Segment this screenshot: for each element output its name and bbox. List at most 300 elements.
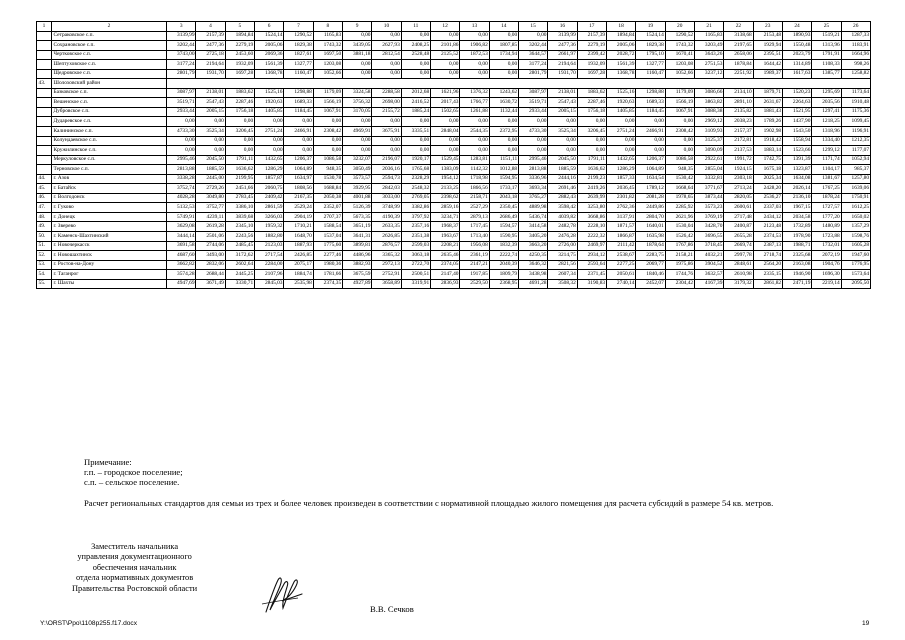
value-cell: 1750,91 — [841, 193, 870, 203]
value-cell: 1432,65 — [606, 155, 635, 165]
value-cell: 2482,78 — [548, 222, 577, 232]
value-cell: 1789,26 — [753, 117, 782, 127]
value-cell: 3668,86 — [577, 212, 606, 222]
value-cell: 2361,19 — [460, 251, 489, 261]
value-cell: 3873,44 — [694, 193, 723, 203]
value-cell: 1650,02 — [841, 212, 870, 222]
signatory-title-block — [72, 542, 197, 594]
value-cell: 2371,45 — [577, 270, 606, 280]
table-row — [37, 174, 871, 184]
value-cell: 0,00 — [342, 69, 371, 79]
value-cell: 0,00 — [518, 146, 547, 156]
empty-span-cell — [167, 79, 871, 89]
value-cell: 2812,54 — [372, 50, 401, 60]
value-cell: 2158,21 — [665, 251, 694, 261]
value-cell: 2374,53 — [753, 232, 782, 242]
value-cell: 4687,60 — [167, 251, 196, 261]
value-cell: 1917,85 — [460, 270, 489, 280]
value-cell: 2123,48 — [753, 222, 782, 232]
value-cell: 3086,66 — [694, 88, 723, 98]
value-cell: 4032,21 — [694, 251, 723, 261]
value-cell: 2686,49 — [489, 212, 518, 222]
value-cell: 1882,80 — [254, 232, 283, 242]
row-number-cell: 55. — [37, 279, 52, 289]
value-cell: 2372,95 — [489, 127, 518, 137]
municipality-name-cell: Кружилинское с.п. — [52, 146, 167, 156]
value-cell: 2172,81 — [724, 136, 753, 146]
value-cell: 2635,46 — [430, 251, 459, 261]
value-cell: 1064,89 — [636, 165, 665, 175]
value-cell: 3632,57 — [694, 270, 723, 280]
value-cell: 2801,79 — [518, 69, 547, 79]
value-cell: 2717,48 — [724, 212, 753, 222]
value-cell: 1405,85 — [254, 107, 283, 117]
value-cell: 2368,95 — [489, 279, 518, 289]
value-cell: 3087,97 — [167, 88, 196, 98]
value-cell: 1697,50 — [313, 50, 342, 60]
value-cell: 2876,57 — [372, 241, 401, 251]
value-cell: 0,00 — [548, 136, 577, 146]
value-cell: 1151,11 — [489, 155, 518, 165]
value-cell: 1954,12 — [430, 174, 459, 184]
column-number-cell: 26 — [841, 22, 870, 32]
value-cell: 3202,44 — [518, 41, 547, 51]
value-cell: 1885,24 — [401, 107, 430, 117]
value-cell: 1931,70 — [196, 69, 225, 79]
value-cell: 0,00 — [606, 117, 635, 127]
value-cell: 0,00 — [489, 31, 518, 41]
row-number-cell — [37, 127, 52, 137]
municipality-name-cell: г. Гуково — [52, 203, 167, 213]
value-cell: 2445,00 — [196, 174, 225, 184]
value-cell: 2658,06 — [724, 50, 753, 60]
value-cell: 0,00 — [636, 117, 665, 127]
value-cell: 1689,33 — [636, 98, 665, 108]
value-cell: 2034,58 — [782, 212, 811, 222]
value-cell: 2466,91 — [284, 127, 313, 137]
value-cell: 3881,18 — [342, 50, 371, 60]
value-cell: 0,00 — [372, 117, 401, 127]
value-cell: 2751,53 — [694, 60, 723, 70]
value-cell: 2147,40 — [430, 270, 459, 280]
value-cell: 2882,43 — [548, 193, 577, 203]
value-cell: 1588,54 — [313, 222, 342, 232]
value-cell: 2698,00 — [372, 98, 401, 108]
value-cell: 3573,23 — [694, 203, 723, 213]
value-cell: 4889,98 — [518, 203, 547, 213]
value-cell: 2350,45 — [489, 203, 518, 213]
value-cell: 1634,54 — [636, 174, 665, 184]
value-cell: 0,00 — [489, 146, 518, 156]
value-cell: 0,00 — [225, 146, 254, 156]
value-cell: 3797,92 — [401, 212, 430, 222]
value-cell: 1766,77 — [460, 98, 489, 108]
value-cell: 0,00 — [665, 136, 694, 146]
notes-line-urban: г.п. – городское поселение; — [84, 467, 183, 478]
column-number-row — [37, 22, 871, 32]
value-cell: 1612,25 — [841, 203, 870, 213]
value-cell: 0,00 — [577, 117, 606, 127]
value-cell: 2547,43 — [548, 98, 577, 108]
value-cell: 1376,32 — [460, 88, 489, 98]
value-cell: 1644,42 — [753, 60, 782, 70]
value-cell: 2744,06 — [196, 241, 225, 251]
value-cell: 1648,70 — [284, 232, 313, 242]
column-number-cell: 10 — [372, 22, 401, 32]
value-cell: 1634,08 — [782, 174, 811, 184]
value-cell: 3414,58 — [518, 222, 547, 232]
value-cell: 2352,07 — [313, 203, 342, 213]
value-cell: 1524,14 — [636, 31, 665, 41]
value-cell: 0,00 — [167, 146, 196, 156]
value-cell: 1287,33 — [841, 31, 870, 41]
value-cell: 1791,91 — [812, 50, 841, 60]
row-number-cell — [37, 155, 52, 165]
value-cell: 2095,50 — [841, 279, 870, 289]
value-cell: 2199,23 — [577, 174, 606, 184]
value-cell: 1617,63 — [782, 69, 811, 79]
value-cell: 3190,83 — [577, 279, 606, 289]
value-cell: 1791,11 — [225, 155, 254, 165]
value-cell: 3206,45 — [577, 127, 606, 137]
value-cell: 3332,81 — [694, 174, 723, 184]
value-cell: 1890,93 — [782, 31, 811, 41]
value-cell: 0,00 — [518, 117, 547, 127]
value-cell: 2602,64 — [225, 260, 254, 270]
value-cell: 2594,73 — [372, 174, 401, 184]
value-cell: 3675,59 — [342, 270, 371, 280]
value-cell: 2107,96 — [254, 270, 283, 280]
row-number-cell: 54. — [37, 270, 52, 280]
value-cell: 1924,15 — [724, 165, 753, 175]
value-cell: 3718,45 — [694, 241, 723, 251]
value-cell: 998,26 — [841, 60, 870, 70]
value-cell: 1323,87 — [782, 165, 811, 175]
value-cell: 2726,00 — [548, 241, 577, 251]
municipality-name-cell: г. Новочеркасск — [52, 241, 167, 251]
value-cell: 1947,60 — [841, 251, 870, 261]
value-cell: 3643,26 — [694, 50, 723, 60]
value-cell: 1991,72 — [724, 155, 753, 165]
value-cell: 5436,74 — [518, 212, 547, 222]
value-cell: 2972,13 — [372, 260, 401, 270]
value-cell: 2357,16 — [401, 222, 430, 232]
value-cell: 2155,72 — [372, 107, 401, 117]
value-cell: 1857,87 — [254, 174, 283, 184]
value-cell: 4039,82 — [548, 212, 577, 222]
value-cell: 2005,15 — [548, 107, 577, 117]
value-cell: 2337,03 — [753, 203, 782, 213]
value-cell: 1594,95 — [489, 174, 518, 184]
value-cell: 1894,84 — [606, 31, 635, 41]
value-cell: 2445,25 — [225, 270, 254, 280]
value-cell: 2419,26 — [577, 184, 606, 194]
value-cell: 3405,20 — [518, 232, 547, 242]
value-cell: 1920,63 — [606, 98, 635, 108]
value-cell: 0,00 — [372, 146, 401, 156]
row-number-cell — [37, 146, 52, 156]
value-cell: 0,00 — [489, 69, 518, 79]
row-number-cell — [37, 98, 52, 108]
value-cell: 0,00 — [606, 136, 635, 146]
value-cell: 1383,09 — [430, 165, 459, 175]
value-cell: 1959,32 — [254, 222, 283, 232]
value-cell: 1067,91 — [665, 107, 694, 117]
value-cell: 1206,37 — [636, 155, 665, 165]
value-cell: 1299,12 — [812, 146, 841, 156]
value-cell: 1297,41 — [812, 107, 841, 117]
value-cell: 1385,77 — [812, 69, 841, 79]
value-cell: 2069,36 — [254, 50, 283, 60]
value-cell: 2125,52 — [430, 50, 459, 60]
value-cell: 1298,88 — [284, 88, 313, 98]
value-cell: 2879,13 — [460, 212, 489, 222]
value-cell: 2535,98 — [284, 279, 313, 289]
municipality-name-cell: Базковское с.п. — [52, 88, 167, 98]
value-cell: 2208,21 — [430, 241, 459, 251]
footer-file-path: Y:\ORST\Ppo\1108p255.f17.docx — [40, 620, 138, 627]
value-cell: 1067,91 — [313, 107, 342, 117]
value-cell: 0,00 — [372, 60, 401, 70]
value-cell: 1590,95 — [489, 232, 518, 242]
value-cell: 1776,95 — [841, 260, 870, 270]
value-cell: 2026,14 — [782, 184, 811, 194]
value-cell: 2036,45 — [606, 184, 635, 194]
value-cell: 1203,08 — [313, 60, 342, 70]
value-cell: 1530,42 — [665, 174, 694, 184]
column-number-cell: 11 — [401, 22, 430, 32]
value-cell: 1258,82 — [841, 69, 870, 79]
row-number-cell — [37, 136, 52, 146]
row-number-cell: 47. — [37, 203, 52, 213]
value-cell: 1521,95 — [782, 107, 811, 117]
regional-standards-table — [36, 21, 871, 289]
value-cell: 4733,30 — [167, 127, 196, 137]
value-cell: 2466,91 — [636, 127, 665, 137]
value-cell: 1795,10 — [636, 50, 665, 60]
value-cell: 5673,35 — [342, 212, 371, 222]
signatory-line-4: отдела нормативных документов — [75, 573, 194, 583]
value-cell: 1405,85 — [606, 107, 635, 117]
value-cell: 2288,58 — [372, 88, 401, 98]
value-cell: 3493,00 — [196, 251, 225, 261]
value-cell: 1173,64 — [841, 88, 870, 98]
value-cell: 1713,40 — [460, 232, 489, 242]
value-cell: 2045,50 — [196, 155, 225, 165]
value-cell: 2005,15 — [196, 107, 225, 117]
table-row — [37, 136, 871, 146]
value-cell: 5132,53 — [167, 203, 196, 213]
value-cell: 2138,01 — [548, 88, 577, 98]
value-cell: 1357,29 — [841, 222, 870, 232]
municipality-name-cell: Дубровское с.п. — [52, 107, 167, 117]
value-cell: 3641,31 — [342, 232, 371, 242]
value-cell: 1723,88 — [812, 232, 841, 242]
value-cell: 948,35 — [665, 165, 694, 175]
value-cell: 4486,96 — [342, 251, 371, 261]
value-cell: 2050,61 — [606, 270, 635, 280]
value-cell: 2222,74 — [489, 251, 518, 261]
value-cell: 2861,59 — [254, 203, 283, 213]
value-cell: 1871,57 — [606, 222, 635, 232]
value-cell: 2633,35 — [372, 222, 401, 232]
value-cell: 2283,75 — [636, 251, 665, 261]
value-cell: 0,00 — [636, 146, 665, 156]
value-cell: 0,00 — [489, 136, 518, 146]
value-cell: 1052,66 — [665, 69, 694, 79]
value-cell: 2655,28 — [724, 232, 753, 242]
value-cell: 2409,42 — [254, 193, 283, 203]
value-cell: 3428,70 — [694, 222, 723, 232]
signatory-line-5: Правительства Ростовской области — [72, 583, 198, 593]
table-row — [37, 222, 871, 232]
value-cell: 2707,37 — [313, 212, 342, 222]
value-cell: 2631,67 — [753, 98, 782, 108]
value-cell: 0,00 — [430, 69, 459, 79]
value-cell: 1727,57 — [812, 203, 841, 213]
value-cell: 0,00 — [401, 146, 430, 156]
value-cell: 2593,64 — [577, 260, 606, 270]
table-row — [37, 184, 871, 194]
value-cell: 2722,70 — [401, 260, 430, 270]
row-number-cell — [37, 31, 52, 41]
value-cell: 3663,20 — [518, 241, 547, 251]
value-cell: 3335,51 — [401, 127, 430, 137]
value-cell: 1688,84 — [313, 184, 342, 194]
row-number-cell: 49. — [37, 222, 52, 232]
value-cell: 1334,40 — [812, 136, 841, 146]
column-number-cell: 6 — [254, 22, 283, 32]
value-cell: 3139,99 — [548, 31, 577, 41]
value-cell: 2848,61 — [724, 260, 753, 270]
value-cell: 1327,77 — [284, 60, 313, 70]
value-cell: 2821,56 — [548, 260, 577, 270]
value-cell: 5126,39 — [342, 203, 371, 213]
value-cell: 1696,30 — [812, 270, 841, 280]
value-cell: 1635,98 — [636, 232, 665, 242]
value-cell: 1640,01 — [636, 222, 665, 232]
value-cell: 1879,71 — [753, 88, 782, 98]
value-cell: 3574,28 — [167, 270, 196, 280]
value-cell: 0,00 — [430, 136, 459, 146]
value-cell: 2451,66 — [225, 184, 254, 194]
value-cell: 1734,94 — [489, 50, 518, 60]
value-cell: 1183,91 — [841, 41, 870, 51]
value-cell: 2134,10 — [724, 88, 753, 98]
value-cell: 3508,32 — [548, 279, 577, 289]
value-cell: 2023,79 — [782, 50, 811, 60]
value-cell: 1767,25 — [812, 184, 841, 194]
value-cell: 1142,32 — [460, 165, 489, 175]
value-cell: 1160,47 — [636, 69, 665, 79]
column-number-cell: 14 — [489, 22, 518, 32]
value-cell: 2859,16 — [430, 203, 459, 213]
value-cell: 2621,96 — [665, 212, 694, 222]
value-cell: 2501,06 — [196, 232, 225, 242]
value-cell: 2485,45 — [225, 241, 254, 251]
municipality-name-cell: г. Батайск — [52, 184, 167, 194]
value-cell: 2449,86 — [636, 203, 665, 213]
value-cell: 1634,97 — [284, 174, 313, 184]
value-cell: 0,00 — [577, 136, 606, 146]
row-number-cell: 43. — [37, 79, 52, 89]
value-cell: 1561,39 — [254, 60, 283, 70]
value-cell: 2194,64 — [196, 60, 225, 70]
table-row — [37, 251, 871, 261]
value-cell: 1502,65 — [430, 107, 459, 117]
value-cell: 3125,37 — [694, 136, 723, 146]
value-cell: 1710,21 — [284, 222, 313, 232]
value-cell: 1480,89 — [812, 222, 841, 232]
value-cell: 2040,39 — [489, 260, 518, 270]
value-cell: 3756,32 — [342, 98, 371, 108]
value-cell: 2287,46 — [225, 98, 254, 108]
value-cell: 3444,14 — [167, 232, 196, 242]
value-cell: 1866,87 — [606, 232, 635, 242]
value-cell: 1064,89 — [284, 165, 313, 175]
value-cell: 3519,71 — [167, 98, 196, 108]
value-cell: 0,00 — [636, 136, 665, 146]
value-cell: 2934,12 — [577, 251, 606, 261]
value-cell: 2284,00 — [254, 260, 283, 270]
value-cell: 2713,24 — [724, 184, 753, 194]
value-cell: 2228,10 — [577, 222, 606, 232]
value-cell: 3253,80 — [577, 203, 606, 213]
value-cell: 1756,18 — [577, 107, 606, 117]
value-cell: 1808,56 — [284, 184, 313, 194]
value-cell: 1718,98 — [460, 174, 489, 184]
value-cell: 3137,91 — [606, 212, 635, 222]
value-cell: 3234,71 — [430, 212, 459, 222]
value-cell: 2335,15 — [753, 270, 782, 280]
value-cell: 0,00 — [430, 117, 459, 127]
row-number-cell — [37, 50, 52, 60]
value-cell: 3525,34 — [548, 127, 577, 137]
value-cell: 3765,27 — [518, 193, 547, 203]
value-cell: 0,00 — [196, 136, 225, 146]
value-cell: 2669,74 — [724, 241, 753, 251]
value-cell: 3203,49 — [694, 41, 723, 51]
value-cell: 1526,42 — [665, 232, 694, 242]
value-cell: 2285,92 — [665, 203, 694, 213]
value-cell: 3693,34 — [518, 184, 547, 194]
value-cell: 0,00 — [548, 146, 577, 156]
value-cell: 4239,11 — [196, 212, 225, 222]
value-cell: 2308,42 — [665, 127, 694, 137]
value-cell: 2133,25 — [430, 184, 459, 194]
value-cell: 2025,34 — [753, 174, 782, 184]
value-cell: 1052,66 — [313, 69, 342, 79]
value-cell: 2836,93 — [430, 279, 459, 289]
value-cell: 0,00 — [196, 146, 225, 156]
row-number-cell — [37, 165, 52, 175]
value-cell: 3172,62 — [225, 251, 254, 261]
value-cell: 2547,43 — [196, 98, 225, 108]
value-cell: 1391,39 — [782, 155, 811, 165]
value-cell: 3752,77 — [196, 203, 225, 213]
value-cell: 3365,32 — [372, 251, 401, 261]
value-cell: 0,00 — [167, 117, 196, 127]
value-cell: 1537,04 — [313, 232, 342, 242]
value-cell: 1733,17 — [489, 184, 518, 194]
value-cell: 1906,82 — [460, 41, 489, 51]
municipality-name-cell: г. Таганрог — [52, 270, 167, 280]
value-cell: 2477,36 — [548, 41, 577, 51]
column-number-cell: 5 — [225, 22, 254, 32]
value-cell: 2527,29 — [460, 203, 489, 213]
value-cell: 1525,16 — [254, 88, 283, 98]
value-cell: 2564,20 — [753, 260, 782, 270]
